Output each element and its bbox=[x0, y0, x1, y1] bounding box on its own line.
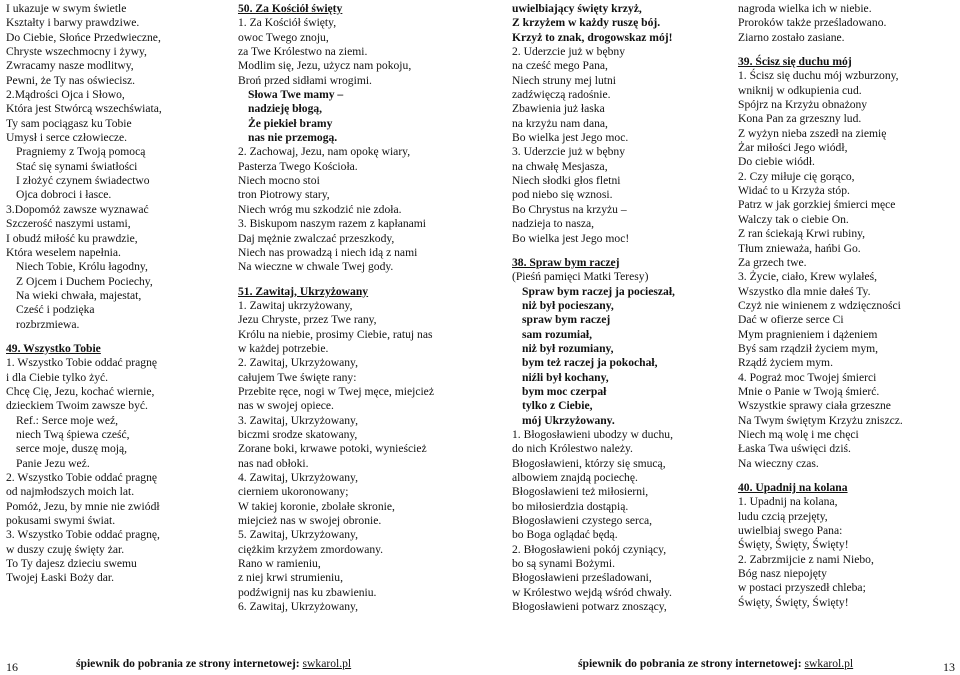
verse-line: Pomóż, Jezu, by mnie nie zwiódł bbox=[6, 499, 160, 513]
verse-line: 2. Czy miłuje cię gorąco, bbox=[738, 169, 855, 183]
verse-line: dzieckiem Twoim zawsze być. bbox=[6, 399, 148, 413]
verse-line: Tłum znieważa, hańbi Go. bbox=[738, 241, 861, 255]
verse-line: 2. Błogosławieni pokój czyniący, bbox=[512, 542, 667, 556]
verse-line: zadźwięczą radośnie. bbox=[512, 88, 611, 102]
verse-line: Dać w ofierze serce Ci bbox=[738, 313, 844, 327]
verse-line: Umysł i serce człowiecze. bbox=[6, 131, 128, 145]
verse-line: spraw bym raczej bbox=[522, 313, 611, 327]
verse-line: Z ran ściekają Krwi rubiny, bbox=[738, 227, 866, 241]
song-title-51: 51. Zawitaj, Ukrzyżowany bbox=[238, 284, 369, 298]
verse-line: Rano w ramieniu, bbox=[238, 557, 321, 571]
verse-line: Kształty i barwy prawdziwe. bbox=[6, 16, 140, 30]
verse-line: Łaska Twa uświęci dziś. bbox=[738, 442, 851, 456]
verse-line: nadzieję błogą, bbox=[248, 102, 323, 116]
verse-line: 2. Wszystko Tobie oddać pragnę bbox=[6, 471, 158, 484]
column-4 bbox=[738, 2, 960, 610]
hymn-40-text bbox=[738, 495, 960, 610]
verse-line: uwielbiający święty krzyż, bbox=[512, 2, 642, 15]
verse-line: I obudź miłość ku prawdzie, bbox=[6, 231, 138, 245]
right-page-number: 13 bbox=[943, 660, 955, 674]
verse-line: z niej krwi strumieniu, bbox=[238, 571, 343, 585]
verse-line: Bo wielka jest Jego moc. bbox=[512, 131, 629, 145]
verse-line: Panie Jezu weź. bbox=[16, 456, 90, 470]
verse-line: na krzyżu nam dana, bbox=[512, 116, 608, 130]
verse-line: Pragniemy z Twoją pomocą bbox=[16, 145, 146, 159]
verse-line: 3.Dopomóż zawsze wyznawać bbox=[6, 202, 149, 216]
verse-line: albowiem znajdą pociechę. bbox=[512, 471, 638, 484]
verse-line: wniknij w odkupienia cud. bbox=[738, 83, 862, 97]
verse-line: Mym pragnieniem i dążeniem bbox=[738, 327, 878, 341]
verse-line: Chryste wszechmocny i żywy, bbox=[6, 45, 147, 59]
verse-line: nas w swojej opiece. bbox=[238, 399, 334, 413]
verse-line: Niech słodki głos fletni bbox=[512, 174, 621, 188]
hymn-39-text bbox=[738, 69, 960, 471]
verse-line: na chwałę Mesjasza, bbox=[512, 159, 608, 173]
verse-line: Ojca dobroci i łasce. bbox=[16, 188, 112, 202]
verse-line: Cześć i podzięka bbox=[16, 303, 95, 317]
verse-line: 2. Zachowaj, Jezu, nam opokę wiary, bbox=[238, 145, 411, 159]
verse-line: niż był pocieszany, bbox=[522, 298, 614, 312]
verse-line: Widać to u Krzyża stóp. bbox=[738, 184, 850, 198]
verse-line: Na wieczne w chwale Twej gody. bbox=[238, 260, 394, 274]
verse-line: owoc Twego znoju, bbox=[238, 30, 329, 44]
verse-line: 5. Zawitaj, Ukrzyżowany, bbox=[238, 528, 358, 542]
verse-line: Patrz w jak gorzkiej śmierci męce bbox=[738, 198, 896, 212]
verse-line: od najmłodszych moich lat. bbox=[6, 485, 135, 499]
verse-line: Broń przed sidłami wrogimi. bbox=[238, 73, 372, 87]
verse-line: Zwracamy nasze modlitwy, bbox=[6, 59, 134, 73]
verse-line: Z krzyżem w każdy ruszę bój. bbox=[512, 16, 661, 30]
verse-line: Słowa Twe mamy – bbox=[248, 88, 344, 102]
verse-line: na cześć mego Pana, bbox=[512, 59, 608, 73]
verse-line: I ukazuje w swym świetle bbox=[6, 2, 127, 15]
verse-line: ludu czcią przejęty, bbox=[738, 509, 828, 523]
verse-line: Niech struny mej lutni bbox=[512, 73, 617, 87]
verse-line: Z wyżyn nieba zszedł na ziemię bbox=[738, 126, 887, 140]
verse-line: pokusami swymi świat. bbox=[6, 514, 116, 528]
verse-line: Z Ojcem i Duchem Pociechy, bbox=[16, 274, 153, 288]
verse-line: 4. Pograż moc Twojej śmierci bbox=[738, 370, 877, 384]
verse-line: 3. Biskupom naszym razem z kapłanami bbox=[238, 217, 427, 231]
verse-line: niż był rozumiany, bbox=[522, 341, 614, 355]
left-page-number: 16 bbox=[6, 660, 18, 674]
verse-line: niźli był kochany, bbox=[522, 370, 609, 384]
verse-line: Błogosławieni, którzy się smucą, bbox=[512, 456, 666, 470]
verse-line: Święty, Święty, Święty! bbox=[738, 595, 849, 609]
verse-line: rozbrzmiewa. bbox=[16, 317, 80, 331]
hymn-51-text bbox=[238, 299, 464, 615]
verse-line: nas nad obłoki. bbox=[238, 456, 309, 470]
verse-line: tron Piotrowy stary, bbox=[238, 188, 330, 202]
verse-line: Przebite ręce, nogi w Twej męce, miejcież bbox=[238, 384, 434, 398]
verse-line: 3. Zawitaj, Ukrzyżowany, bbox=[238, 413, 358, 427]
verse-line: w duszy czuję święty żar. bbox=[6, 542, 125, 556]
verse-line: pod niebo się wznosi. bbox=[512, 188, 613, 202]
verse-line: 1. Zawitaj ukrzyżowany, bbox=[238, 298, 353, 312]
hymn-50-text bbox=[238, 16, 464, 274]
verse-line: Modlim się, Jezu, użycz nam pokoju, bbox=[238, 59, 412, 73]
verse-line: Błogosławieni potwarz znoszący, bbox=[512, 600, 667, 614]
verse-line: 2. Uderzcie już w bębny bbox=[512, 45, 625, 59]
verse-line: Niech Tobie, Królu łagodny, bbox=[16, 260, 148, 274]
verse-line: Bóg nasz niepojęty bbox=[738, 567, 827, 581]
verse-line: uwielbiaj swego Pana: bbox=[738, 524, 843, 538]
verse-line: bo miłosierdzia dostąpią. bbox=[512, 499, 629, 513]
verse-line: Ty sam pociągasz ku Tobie bbox=[6, 116, 132, 130]
verse-line: i dla Ciebie tylko żyć. bbox=[6, 370, 109, 384]
verse-line: 1. Ścisz się duchu mój wzburzony, bbox=[738, 69, 899, 83]
hymn-49-text bbox=[6, 356, 232, 586]
column-2 bbox=[238, 2, 464, 614]
verse-line: Święty, Święty, Święty! bbox=[738, 538, 849, 552]
verse-line: Ziarno zostało zasiane. bbox=[738, 30, 845, 44]
verse-line: Królu na niebie, prosimy Ciebie, ratuj nas bbox=[238, 327, 433, 341]
verse-line: bym też raczej ja pokochał, bbox=[522, 356, 658, 370]
verse-line: Krzyż to znak, drogowskaz mój! bbox=[512, 30, 673, 44]
song-title-49: 49. Wszystko Tobie bbox=[6, 341, 101, 355]
verse-line: Błogosławieni prześladowani, bbox=[512, 571, 652, 585]
verse-line: Czyż nie winienem z wdzięczności bbox=[738, 298, 901, 312]
verse-line: Bo wielka jest Jego moc! bbox=[512, 231, 630, 245]
verse-line: Pasterza Twego Kościoła. bbox=[238, 159, 358, 173]
verse-line: bym moc czerpał bbox=[522, 384, 607, 398]
verse-line: całujem Twe święte rany: bbox=[238, 370, 357, 384]
verse-line: mój Ukrzyżowany. bbox=[522, 413, 615, 427]
verse-line: Spójrz na Krzyżu obnażony bbox=[738, 98, 868, 112]
verse-line: 3. Życie, ciało, Krew wylałeś, bbox=[738, 270, 878, 284]
verse-line: Mnie o Panie w Twoją śmierć. bbox=[738, 384, 880, 398]
verse-line: Jezu Chryste, przez Twe rany, bbox=[238, 313, 377, 327]
footer-link[interactable]: swkarol.pl bbox=[804, 657, 854, 670]
verse-line: serce moje, duszę moją, bbox=[16, 442, 128, 456]
verse-line: 1. Upadnij na kolana, bbox=[738, 495, 838, 509]
verse-line: Wszystko dla mnie dałeś Ty. bbox=[738, 284, 871, 298]
verse-line: 3. Uderzcie już w bębny bbox=[512, 145, 625, 159]
verse-line: sam rozumiał, bbox=[522, 327, 592, 341]
footer-label: śpiewnik do pobrania ze strony internetowej: bbox=[76, 657, 300, 670]
verse-line: do nich Królestwo należy. bbox=[512, 442, 633, 456]
verse-line: Zorane boki, krwawe potoki, wynieścież bbox=[238, 442, 427, 456]
verse-line: w Królestwo wejdą wśród chwały. bbox=[512, 585, 672, 599]
verse-line: I złożyć czynem świadectwo bbox=[16, 174, 150, 188]
song-title-50: 50. Za Kościół święty bbox=[238, 2, 343, 15]
column-1 bbox=[6, 2, 232, 586]
hymn-48-continuation bbox=[6, 2, 232, 332]
verse-line: Walczy tak o ciebie On. bbox=[738, 212, 849, 226]
verse-line: 4. Zawitaj, Ukrzyżowany, bbox=[238, 471, 358, 484]
left-footer bbox=[76, 657, 351, 671]
verse-line: Wszystkie sprawy ciała grzeszne bbox=[738, 399, 891, 413]
verse-line: Zbawienia już łaska bbox=[512, 102, 605, 116]
verse-line: nas nie przemogą. bbox=[248, 131, 338, 145]
song-title-39: 39. Ścisz się duchu mój bbox=[738, 55, 852, 69]
hymn-37-continuation bbox=[512, 2, 738, 246]
verse-line: Za grzech twe. bbox=[738, 255, 807, 269]
verse-line: podźwignij nas ku zbawieniu. bbox=[238, 585, 377, 599]
verse-line: 3. Wszystko Tobie oddać pragnę, bbox=[6, 528, 160, 542]
verse-line: Do Ciebie, Słońce Przedwieczne, bbox=[6, 30, 161, 44]
footer-link[interactable]: swkarol.pl bbox=[302, 657, 352, 670]
verse-line: Kona Pan za grzeszny lud. bbox=[738, 112, 862, 126]
column-3 bbox=[512, 2, 738, 614]
hymn-38-text bbox=[512, 270, 738, 614]
verse-line: Daj mężnie zwalczać przeszkody, bbox=[238, 231, 395, 245]
verse-line: To Ty dajesz dzieciu swemu bbox=[6, 557, 137, 571]
verse-line: w postaci przyszedł chleba; bbox=[738, 581, 866, 595]
song-title-40: 40. Upadnij na kolana bbox=[738, 481, 848, 494]
verse-line: bo są synami Bożymi. bbox=[512, 557, 616, 571]
verse-line: Proroków także prześladowano. bbox=[738, 16, 887, 30]
verse-line: Błogosławieni też miłosierni, bbox=[512, 485, 649, 499]
verse-line: miejcież nas w swojej obronie. bbox=[238, 514, 382, 528]
verse-line: ciężkim krzyżem zmordowany. bbox=[238, 542, 384, 556]
verse-line: 2.Mądrości Ojca i Słowo, bbox=[6, 88, 125, 102]
verse-line: Niech nas prowadzą i niech idą z nami bbox=[238, 245, 418, 259]
verse-line: Że piekieł bramy bbox=[248, 116, 333, 130]
verse-line: Która jest Stwórcą wszechświata, bbox=[6, 102, 162, 116]
verse-line: 2. Zabrzmijcie z nami Niebo, bbox=[738, 552, 874, 566]
verse-line: 2. Zawitaj, Ukrzyżowany, bbox=[238, 356, 358, 370]
verse-line: Niech mą wolę i me chęci bbox=[738, 427, 859, 441]
verse-line: Żar miłości Jego wiódł, bbox=[738, 141, 848, 155]
verse-line: Byś sam rządził życiem mym, bbox=[738, 341, 879, 355]
verse-line: Bo Chrystus na krzyżu – bbox=[512, 202, 627, 216]
footer-label: śpiewnik do pobrania ze strony internetowej: bbox=[578, 657, 802, 670]
verse-line: 1. Za Kościół święty, bbox=[238, 16, 337, 30]
verse-line: Ref.: Serce moje weź, bbox=[16, 413, 119, 427]
verse-line: Na Twym świętym Krzyżu zniszcz. bbox=[738, 413, 903, 427]
verse-line: nagroda wielka ich w niebie. bbox=[738, 2, 872, 15]
verse-line: Do ciebie wiódł. bbox=[738, 155, 815, 169]
verse-line: za Twe Królestwo na ziemi. bbox=[238, 45, 368, 59]
verse-line: Spraw bym raczej ja pocieszał, bbox=[522, 284, 675, 298]
right-footer bbox=[578, 657, 853, 671]
verse-line: Błogosławieni czystego serca, bbox=[512, 514, 653, 528]
verse-line: Chcę Cię, Jezu, kochać wiernie, bbox=[6, 384, 155, 398]
verse-line: Na wieczny czas. bbox=[738, 456, 819, 470]
verse-line: 6. Zawitaj, Ukrzyżowany, bbox=[238, 600, 358, 614]
verse-line: W takiej koronie, zbolałe skronie, bbox=[238, 499, 395, 513]
verse-line: cierniem ukoronowany; bbox=[238, 485, 349, 499]
verse-line: Pewni, że Ty nas oświecisz. bbox=[6, 73, 136, 87]
verse-line: niech Twą śpiewa cześć, bbox=[16, 427, 130, 441]
verse-line: Która weselem napełnia. bbox=[6, 245, 121, 259]
verse-line: Stać się synami światłości bbox=[16, 159, 138, 173]
hymn-38-continuation bbox=[738, 2, 960, 45]
verse-line: Na wieki chwała, majestat, bbox=[16, 288, 142, 302]
verse-line: Szczerość naszymi ustami, bbox=[6, 217, 131, 231]
verse-line: 1. Wszystko Tobie oddać pragnę bbox=[6, 356, 158, 370]
verse-line: Twojej Łaski Boży dar. bbox=[6, 571, 115, 585]
verse-line: bo Boga oglądać będą. bbox=[512, 528, 618, 542]
verse-line: w każdej potrzebie. bbox=[238, 341, 329, 355]
verse-line: (Pieśń pamięci Matki Teresy) bbox=[512, 270, 649, 284]
verse-line: Niech wróg mu szkodzić nie zdoła. bbox=[238, 202, 402, 216]
verse-line: 1. Błogosławieni ubodzy w duchu, bbox=[512, 427, 674, 441]
verse-line: Rządź życiem mym. bbox=[738, 356, 833, 370]
song-title-38: 38. Spraw bym raczej bbox=[512, 255, 620, 269]
verse-line: biczmi srodze skatowany, bbox=[238, 427, 358, 441]
verse-line: Niech mocno stoi bbox=[238, 174, 320, 188]
verse-line: tylko z Ciebie, bbox=[522, 399, 593, 413]
verse-line: nadzieja to nasza, bbox=[512, 217, 595, 231]
